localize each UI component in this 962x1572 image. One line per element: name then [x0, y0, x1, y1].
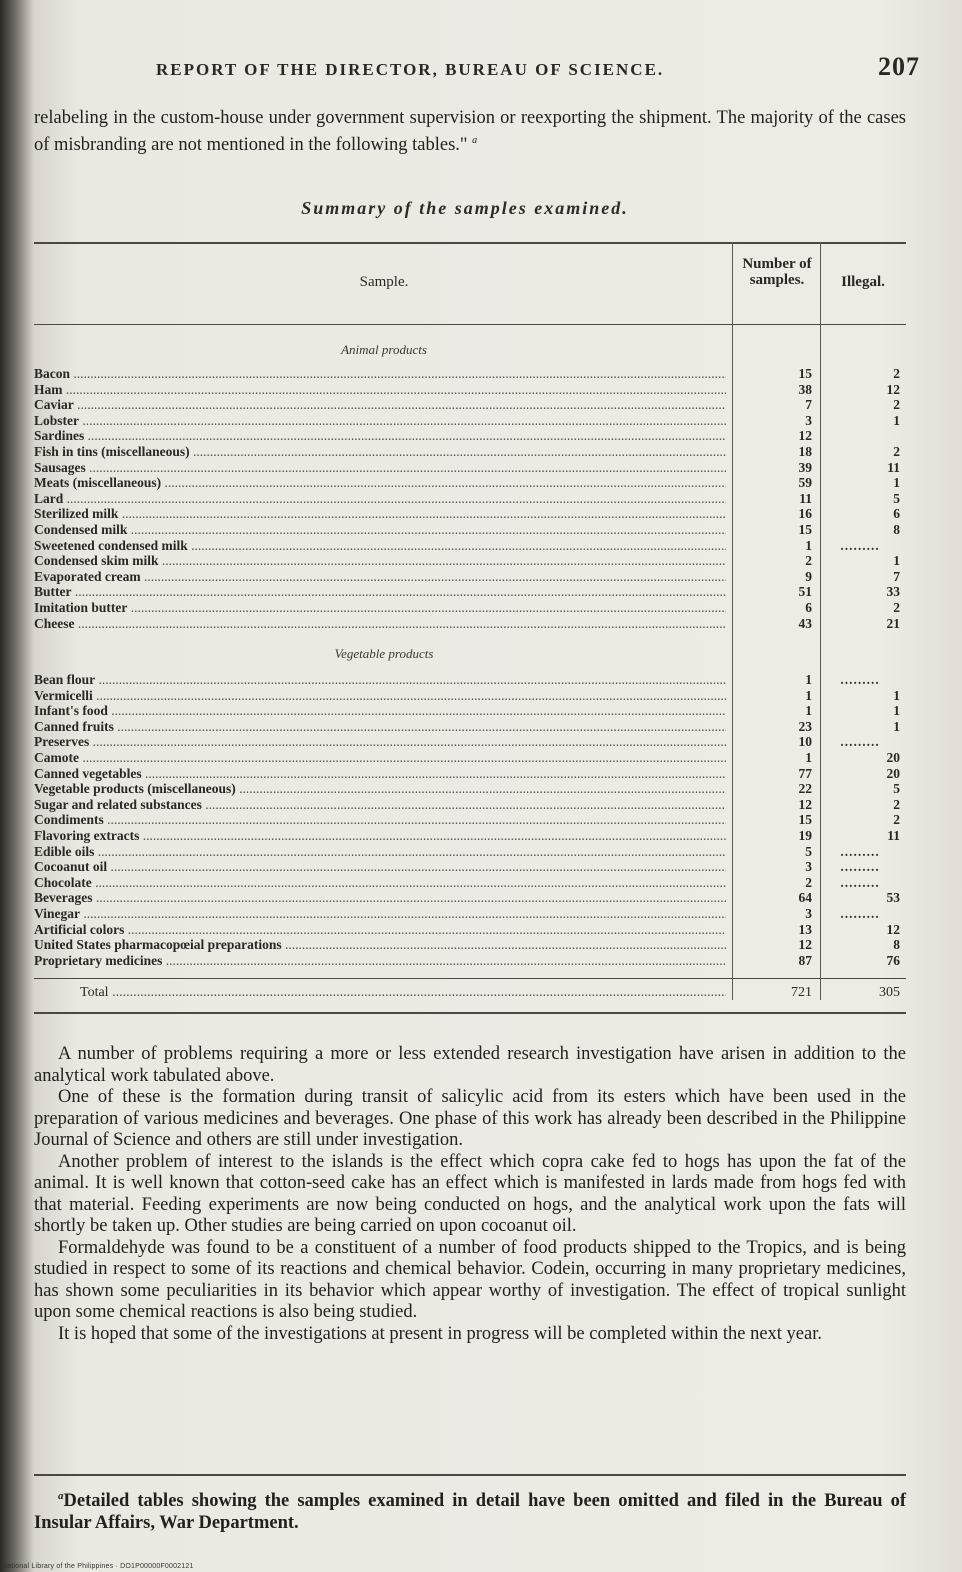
sample-count: 38 [798, 381, 812, 397]
sample-name: Canned vegetables ..... [34, 766, 726, 782]
illegal-count: 1 [893, 718, 900, 734]
illegal-count: 1 [893, 412, 900, 428]
sample-name: United States pharmacopœial preparations ..... [34, 937, 726, 953]
table-row [34, 522, 906, 538]
sample-name: Chocolate ..... [34, 875, 726, 891]
table-row [34, 506, 906, 522]
illegal-count: 1 [893, 703, 900, 719]
illegal-count: 8 [893, 937, 900, 953]
sample-name: Vegetable products (miscellaneous) ..... [34, 781, 726, 797]
illegal-count: 2 [893, 796, 900, 812]
table-row [34, 890, 906, 906]
table-row [34, 703, 906, 719]
sample-count: 5 [805, 843, 812, 859]
sample-name: Fish in tins (miscellaneous) ..... [34, 444, 726, 460]
sample-count: 1 [805, 750, 812, 765]
table-row [34, 491, 906, 507]
illegal-count: 2 [893, 812, 900, 828]
sample-name: Ham ..... [34, 382, 726, 398]
sample-count: 18 [798, 444, 812, 459]
sample-name: Flavoring extracts ..... [34, 828, 726, 844]
sample-count: 2 [805, 874, 812, 890]
sample-name: Sweetened condensed milk ..... [34, 538, 726, 554]
illegal-count: ......... [840, 874, 880, 890]
table-row [34, 750, 906, 766]
illegal-count: 8 [893, 522, 900, 537]
header-rule [34, 324, 906, 325]
sample-count: 51 [798, 584, 812, 600]
illegal-count: 2 [893, 444, 900, 459]
page-number: 207 [878, 52, 920, 81]
footnote-text: Detailed tables showing the samples examined in detail have been omitted and filed in the Bureau of Insular Affairs, War Department. [34, 1491, 906, 1533]
intro-text: relabeling in the custom-house under government supervision or reexporting the shipment. The majority of the cases of misbranding are not mentioned in the following tables." [34, 108, 906, 155]
illegal-count: 76 [886, 952, 900, 968]
sample-count: 23 [798, 718, 812, 734]
illegal-count: 1 [893, 553, 900, 569]
table-row [34, 688, 906, 704]
illegal-count: 5 [893, 490, 900, 506]
illegal-count: ......... [840, 672, 880, 687]
paragraph: One of these is the formation during transit of salicylic acid from its esters which have been used in the preparation of various medicines and beverages. One phase of this work has already been described in the Philippine Journal of Science and others are still under investigation. [34, 1087, 906, 1150]
illegal-count: 11 [887, 459, 900, 475]
sample-count: 87 [798, 952, 812, 968]
table-row [34, 584, 906, 600]
illegal-count: ......... [840, 537, 880, 553]
sample-name: Condensed skim milk ..... [34, 553, 726, 569]
table-row [34, 444, 906, 460]
sample-count: 12 [798, 796, 812, 812]
table-row [34, 828, 906, 844]
illegal-count: 2 [893, 600, 900, 615]
paragraph: A number of problems requiring a more or less extended research investigation have arisen in addition to the analytical work tabulated above. [34, 1044, 906, 1086]
sample-count: 2 [805, 553, 812, 569]
sample-count: 77 [798, 765, 812, 781]
sample-name: Camote ..... [34, 750, 726, 766]
sample-name: Cocoanut oil ..... [34, 859, 726, 875]
table-bottom-rule [34, 1012, 906, 1014]
total-illegal: 305 [879, 985, 900, 1000]
sample-name: Proprietary medicines ..... [34, 953, 726, 969]
sample-count: 59 [798, 475, 812, 491]
sample-count: 43 [798, 615, 812, 631]
illegal-count: 1 [893, 475, 900, 491]
sample-name: Lard ..... [34, 491, 726, 507]
sample-name: Edible oils ..... [34, 844, 726, 860]
illegal-count: 33 [886, 584, 900, 600]
sample-count: 16 [798, 506, 812, 522]
digitization-imprint: National Library of the Philippines · DO1P00000F0002121 [2, 1563, 194, 1570]
running-title: REPORT OF THE DIRECTOR, BUREAU OF SCIENCE. [156, 60, 665, 79]
table-caption: Summary of the samples examined. [301, 198, 629, 218]
illegal-count: 21 [886, 615, 900, 631]
sample-name: Sugar and related substances ..... [34, 797, 726, 813]
illegal-count: ......... [840, 734, 880, 750]
sample-count: 15 [798, 366, 812, 381]
sample-count: 19 [798, 828, 812, 843]
footnote [34, 1486, 906, 1534]
table-row [34, 413, 906, 429]
table-row [34, 719, 906, 735]
intro-paragraph [34, 108, 906, 156]
table-row [34, 766, 906, 782]
table-row [34, 797, 906, 813]
illegal-count: ......... [840, 906, 880, 921]
table-row [34, 616, 906, 632]
sample-count: 3 [805, 906, 812, 921]
sample-count: 10 [798, 734, 812, 750]
table-row [34, 460, 906, 476]
sample-name: Vermicelli ..... [34, 688, 726, 704]
body-paragraphs [34, 1044, 906, 1345]
sample-name: Butter ..... [34, 584, 726, 600]
table-row [34, 475, 906, 491]
illegal-count: 53 [886, 890, 900, 906]
illegal-count: 20 [886, 765, 900, 781]
sample-count: 1 [805, 672, 812, 687]
table-row [34, 734, 906, 750]
sample-name: Preserves ..... [34, 734, 726, 750]
sample-name: Condensed milk ..... [34, 522, 726, 538]
table-top-rule [34, 242, 906, 244]
illegal-count: 2 [893, 397, 900, 413]
table-row [34, 366, 906, 382]
sample-name: Bacon ..... [34, 366, 726, 382]
sample-count: 22 [798, 781, 812, 797]
header-sample: Sample. [359, 274, 409, 290]
sample-count: 7 [805, 397, 812, 413]
sample-count: 1 [805, 687, 812, 703]
table-row [34, 553, 906, 569]
sample-count: 3 [805, 412, 812, 428]
illegal-count: 20 [886, 750, 900, 765]
sample-name: Evaporated cream ..... [34, 569, 726, 585]
sample-count: 6 [805, 600, 812, 615]
illegal-count: ......... [840, 843, 880, 859]
sample-count: 1 [805, 703, 812, 719]
sample-name: Infant's food ..... [34, 703, 726, 719]
sample-name: Artificial colors ..... [34, 922, 726, 938]
illegal-count: 7 [893, 568, 900, 584]
sample-count: 15 [798, 522, 812, 537]
sample-count: 3 [805, 859, 812, 875]
paragraph: Another problem of interest to the islands is the effect which copra cake fed to hogs has upon the fat of the animal. It is well known that cotton-seed cake has an effect which is manifested in lards made from hogs fed with that material. Feeding experiments are now being conducted on hogs, and the analytical work upon the fats will shortly be taken up. Other studies are being carried on upon cocoanut oil. [34, 1151, 906, 1236]
table-row [34, 906, 906, 922]
section-animal-products: Animal products [341, 342, 427, 357]
sample-name: Imitation butter ..... [34, 600, 726, 616]
sample-name: Bean flour ..... [34, 672, 726, 688]
sample-count: 39 [798, 459, 812, 475]
sample-count: 64 [798, 890, 812, 906]
footnote-mark: a [58, 1490, 64, 1502]
sample-count: 15 [798, 812, 812, 828]
illegal-count: 1 [893, 687, 900, 703]
sample-name: Sardines ..... [34, 428, 726, 444]
total-row [34, 984, 906, 1002]
section-vegetable-products: Vegetable products [334, 646, 434, 661]
table-row [34, 428, 906, 444]
table-row [34, 600, 906, 616]
illegal-count: 2 [893, 366, 900, 381]
illegal-count: 5 [893, 781, 900, 797]
table-row [34, 812, 906, 828]
table-row [34, 382, 906, 398]
sample-name: Sausages ..... [34, 460, 726, 476]
illegal-count: 12 [886, 381, 900, 397]
sample-name: Meats (miscellaneous) ..... [34, 475, 726, 491]
illegal-count: 12 [886, 921, 900, 937]
sample-name: Lobster ..... [34, 413, 726, 429]
sample-count: 9 [805, 568, 812, 584]
table-row [34, 953, 906, 969]
sample-name: Sterilized milk ..... [34, 506, 726, 522]
sample-name: Vinegar ..... [34, 906, 726, 922]
table-row [34, 937, 906, 953]
table-row [34, 538, 906, 554]
table-row [34, 397, 906, 413]
sample-name: Beverages ..... [34, 890, 726, 906]
illegal-count: 11 [887, 828, 900, 843]
table-row [34, 844, 906, 860]
sample-count: 1 [805, 537, 812, 553]
paragraph: Formaldehyde was found to be a constituent of a number of food products shipped to the Tropics, and is being studied in respect to some of its reactions and chemical behavior. Codein, occurring in many proprietary medicines, has shown some peculiarities in its behavior which appear worthy of investigation. The effect of tropical sunlight upon some chemical reactions is also being studied. [34, 1237, 906, 1322]
sample-count: 11 [799, 490, 812, 506]
intro-footnote-mark: a [472, 134, 478, 146]
sample-name: Canned fruits ..... [34, 719, 726, 735]
total-number: 721 [791, 985, 812, 1000]
illegal-count: 6 [893, 506, 900, 522]
header-illegal: Illegal. [841, 274, 885, 290]
table-row [34, 922, 906, 938]
total-label: Total ..... [80, 984, 726, 1002]
table-row [34, 781, 906, 797]
footnote-rule [34, 1474, 906, 1476]
sample-count: 12 [798, 428, 812, 444]
samples-table [34, 242, 906, 1020]
sample-name: Condiments ..... [34, 812, 726, 828]
illegal-count: ......... [840, 859, 880, 875]
table-row [34, 875, 906, 891]
sample-name: Caviar ..... [34, 397, 726, 413]
sample-name: Cheese ..... [34, 616, 726, 632]
total-top-rule [34, 978, 906, 979]
table-row [34, 569, 906, 585]
sample-count: 13 [798, 921, 812, 937]
table-row [34, 672, 906, 688]
header-number-of-samples: Number of samples. [742, 256, 812, 288]
paragraph: It is hoped that some of the investigations at present in progress will be completed within the next year. [58, 1323, 822, 1344]
table-row [34, 859, 906, 875]
sample-count: 12 [798, 937, 812, 953]
